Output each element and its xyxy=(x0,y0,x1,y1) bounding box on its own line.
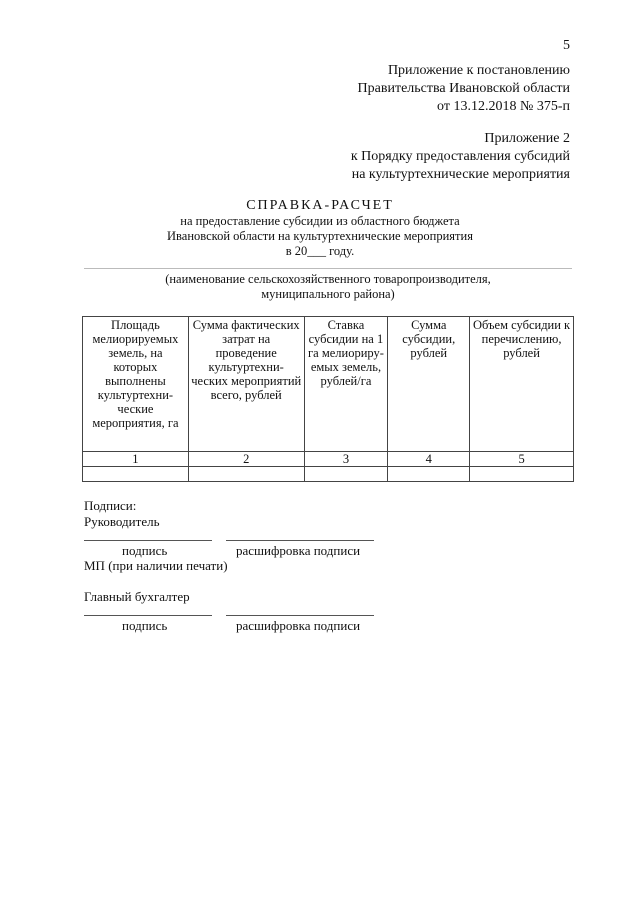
header-actual-costs: Сумма фактических затрат на проведение культуртехни-ческих мероприятий всего, рублей xyxy=(188,317,304,452)
table-cell[interactable] xyxy=(83,467,189,482)
col-number-5: 5 xyxy=(470,452,574,467)
table-row xyxy=(83,467,574,482)
accountant-signature-label: подпись xyxy=(122,618,168,633)
header-subsidy-rate: Ставка субсидии на 1 га мелиориру-емых земель, рублей/га xyxy=(304,317,388,452)
head-decoding-label: расшифровка подписи xyxy=(236,543,361,558)
table-cell[interactable] xyxy=(188,467,304,482)
col-number-4: 4 xyxy=(388,452,470,467)
appendix2-line3: на культуртехнические мероприятия xyxy=(351,167,570,182)
name-fill-line xyxy=(84,268,572,269)
subtitle-line2: Ивановской области на культуртехнические мероприятия xyxy=(167,229,473,243)
table-header-row xyxy=(83,317,574,452)
appendix1-line3: от 13.12.2018 № 375-п xyxy=(437,99,570,114)
calculation-table xyxy=(82,316,574,482)
name-note xyxy=(84,272,572,302)
table-number-row xyxy=(83,452,574,467)
accountant-role: Главный бухгалтер xyxy=(84,589,190,604)
subtitle-line1: на предоставление субсидии из областного бюджета xyxy=(180,214,460,228)
header-subsidy-transfer: Объем субсидии к перечислению, рублей xyxy=(470,317,574,452)
appendix-header-resolution xyxy=(358,62,570,116)
head-decoding-line[interactable] xyxy=(226,540,374,541)
accountant-decoding-line[interactable] xyxy=(226,615,374,616)
appendix1-line1: Приложение к постановлению xyxy=(387,63,570,78)
header-area: Площадь мелиорируемых земель, на которых выполнены культуртехни-ческие мероприятия, га xyxy=(83,317,189,452)
appendix1-line2: Правительства Ивановской области xyxy=(357,81,570,96)
appendix-header-procedure xyxy=(351,130,570,184)
col-number-1: 1 xyxy=(83,452,189,467)
head-signature-line[interactable] xyxy=(84,540,212,541)
table-cell[interactable] xyxy=(470,467,574,482)
table-cell[interactable] xyxy=(388,467,470,482)
header-subsidy-amount: Сумма субсидии, рублей xyxy=(388,317,470,452)
page-number: 5 xyxy=(563,38,570,53)
accountant-signature-line[interactable] xyxy=(84,615,212,616)
head-role: Руководитель xyxy=(84,514,160,529)
name-note-line1: (наименование сельскохозяйственного товаропроизводителя, xyxy=(165,272,491,286)
table-cell[interactable] xyxy=(304,467,388,482)
appendix2-line2: к Порядку предоставления субсидий xyxy=(350,149,570,164)
document-subtitle xyxy=(0,214,640,259)
subtitle-line3: в 20___ году. xyxy=(285,244,355,258)
head-signature-label: подпись xyxy=(122,543,168,558)
stamp-note: МП (при наличии печати) xyxy=(84,558,228,573)
document-title: СПРАВКА-РАСЧЕТ xyxy=(246,198,394,213)
accountant-decoding-label: расшифровка подписи xyxy=(236,618,361,633)
signatures-heading: Подписи: xyxy=(84,498,137,513)
col-number-3: 3 xyxy=(304,452,388,467)
col-number-2: 2 xyxy=(188,452,304,467)
appendix2-line1: Приложение 2 xyxy=(484,131,570,146)
name-note-line2: муниципального района) xyxy=(261,287,395,301)
